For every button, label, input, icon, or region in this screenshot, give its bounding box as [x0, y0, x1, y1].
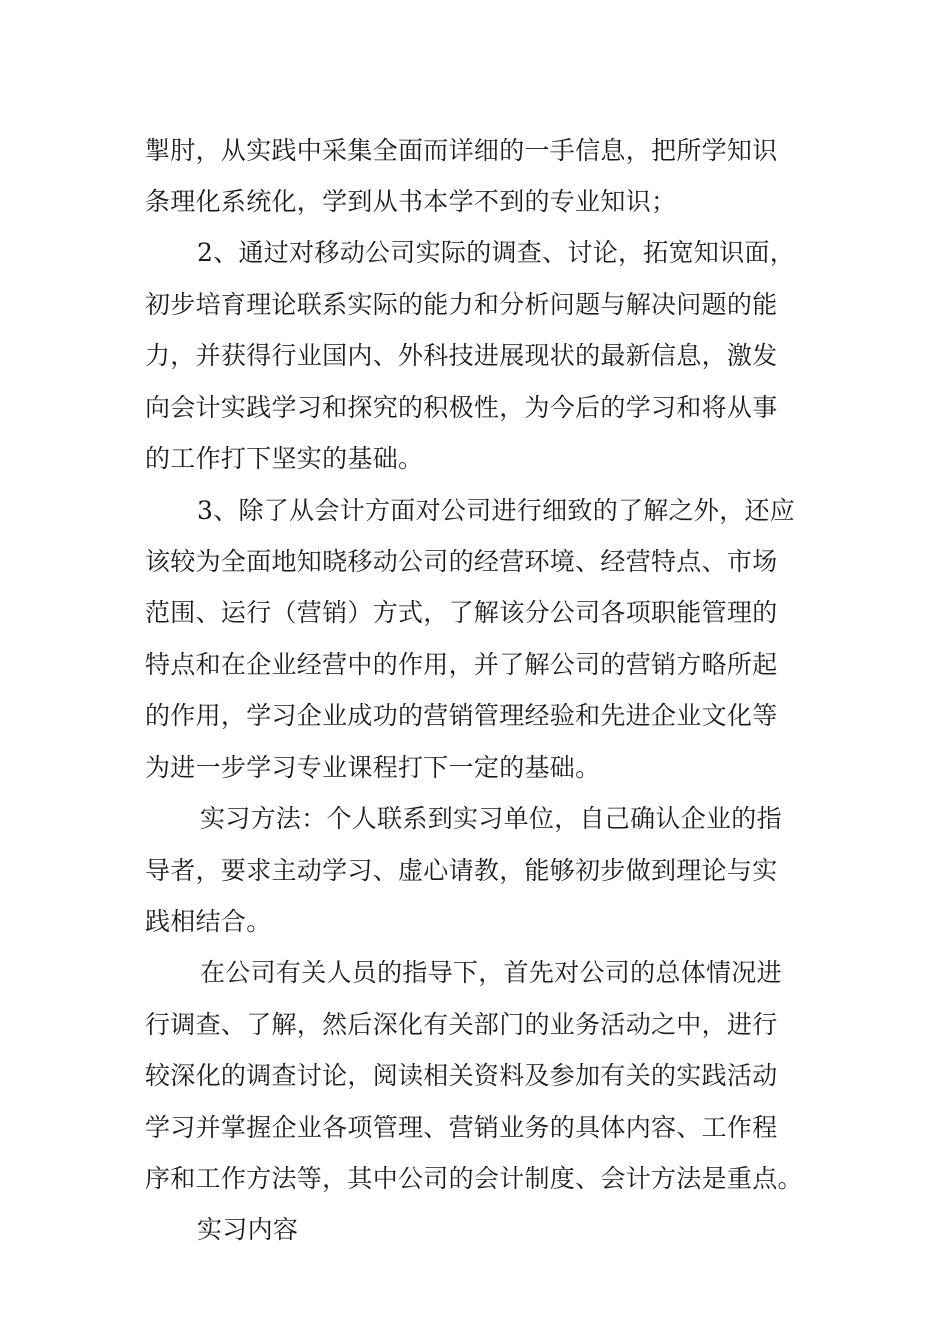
paragraph-3-line-5: 的作用，学习企业成功的营销管理经验和先进企业文化等 — [145, 701, 778, 730]
section-heading-internship-content: 实习内容 — [197, 1215, 299, 1244]
paragraph-4-line-2: 导者，要求主动学习、虚心请教，能够初步做到理论与实 — [145, 856, 778, 885]
paragraph-2-line-5: 的工作打下坚实的基础。 — [145, 444, 424, 473]
paragraph-1-line-1: 掣肘，从实践中采集全面而详细的一手信息，把所学知识 — [145, 136, 778, 165]
paragraph-1-line-2: 条理化系统化，学到从书本学不到的专业知识； — [145, 187, 677, 216]
paragraph-2-line-2: 初步培育理论联系实际的能力和分析问题与解决问题的能 — [145, 290, 778, 319]
paragraph-4-line-1: 实习方法：个人联系到实习单位，自己确认企业的指 — [200, 804, 782, 833]
paragraph-5-line-4: 学习并掌握企业各项管理、营销业务的具体内容、工作程 — [145, 1113, 778, 1142]
paragraph-2-line-1: 2、通过对移动公司实际的调查、讨论，拓宽知识面， — [197, 238, 796, 267]
paragraph-5-line-5: 序和工作方法等，其中公司的会计制度、会计方法是重点。 — [145, 1164, 803, 1193]
paragraph-3-line-6: 为进一步学习专业课程打下一定的基础。 — [145, 753, 601, 782]
paragraph-5-line-2: 行调查、了解，然后深化有关部门的业务活动之中，进行 — [145, 1010, 778, 1039]
paragraph-3-line-2: 该较为全面地知晓移动公司的经营环境、经营特点、市场 — [145, 547, 778, 576]
paragraph-4-line-3: 践相结合。 — [145, 907, 272, 936]
paragraph-3-line-4: 特点和在企业经营中的作用，并了解公司的营销方略所起 — [145, 650, 778, 679]
paragraph-3-line-1: 3、除了从会计方面对公司进行细致的了解之外，还应 — [197, 496, 796, 525]
paragraph-5-line-3: 较深化的调查讨论，阅读相关资料及参加有关的实践活动 — [145, 1061, 778, 1090]
paragraph-3-line-3: 范围、运行（营销）方式，了解该分公司各项职能管理的 — [145, 598, 778, 627]
paragraph-2-line-3: 力，并获得行业国内、外科技进展现状的最新信息，激发 — [145, 341, 778, 370]
paragraph-2-line-4: 向会计实践学习和探究的积极性，为今后的学习和将从事 — [145, 393, 778, 422]
paragraph-5-line-1: 在公司有关人员的指导下，首先对公司的总体情况进 — [200, 958, 782, 987]
